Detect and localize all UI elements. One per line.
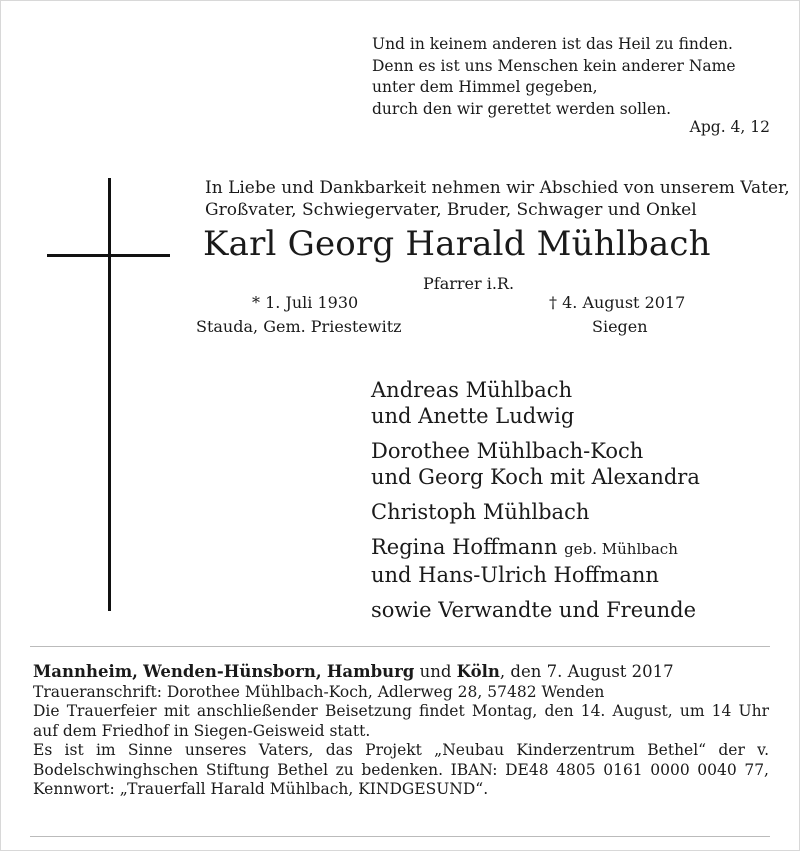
city: Wenden-Hünsborn, (143, 662, 322, 681)
mourner-name: Christoph Mühlbach (371, 500, 590, 524)
mourner-name: Regina Hoffmann (371, 535, 558, 559)
mourner-entry (371, 438, 700, 490)
mourner-name: Andreas Mühlbach (371, 378, 573, 402)
mourners-list (371, 377, 700, 632)
bible-verse (372, 34, 736, 120)
birth-place: Stauda, Gem. Priestewitz (196, 317, 402, 336)
verse-line: durch den wir gerettet werden sollen. (372, 99, 672, 118)
footer-info (33, 662, 769, 800)
mourner-name: Dorothee Mühlbach-Koch (371, 439, 644, 463)
mourner-entry (371, 377, 700, 429)
mourner-partner: und Georg Koch mit Alexandra (371, 465, 700, 489)
conjunction: und (419, 662, 452, 681)
separator (30, 646, 770, 647)
death-place: Siegen (592, 317, 648, 336)
mourner-entry (371, 499, 700, 525)
verse-line: Und in keinem anderen ist das Heil zu finden. (372, 35, 733, 53)
mourner-relatives: sowie Verwandte und Freunde (371, 598, 697, 622)
deceased-name: Karl Georg Harald Mühlbach (203, 224, 711, 264)
verse-reference: Apg. 4, 12 (689, 118, 770, 136)
intro-line: Großvater, Schwiegervater, Bruder, Schwager und Onkel (205, 200, 697, 220)
verse-line: unter dem Himmel gegeben, (372, 78, 598, 96)
intro-line: In Liebe und Dankbarkeit nehmen wir Abschied von unserem Vater, (205, 178, 790, 198)
funeral-info: Die Trauerfeier mit anschließender Beisetzung findet Montag, den 14. August, um 14 Uhr auf dem Friedhof in Siegen-Geisweid statt. (33, 702, 769, 740)
mourner-entry (371, 597, 700, 623)
cross-icon (108, 178, 111, 611)
death-date: † 4. August 2017 (549, 293, 686, 312)
cross-icon-bar (47, 254, 170, 257)
mourner-name-line (371, 534, 700, 562)
city: Köln (456, 662, 500, 681)
city: Hamburg (326, 662, 415, 681)
maiden-name: geb. Mühlbach (564, 540, 678, 558)
birth-date: * 1. Juli 1930 (252, 293, 359, 312)
mourner-entry (371, 534, 700, 588)
location-date (33, 662, 769, 682)
mourner-partner: und Hans-Ulrich Hoffmann (371, 563, 659, 587)
city: Mannheim, (33, 662, 138, 681)
mourning-address: Traueranschrift: Dorothee Mühlbach-Koch, Adlerweg 28, 57482 Wenden (33, 682, 605, 701)
deceased-title: Pfarrer i.R. (423, 274, 515, 293)
mourner-partner: und Anette Ludwig (371, 404, 575, 428)
donation-info: Es ist im Sinne unseres Vaters, das Projekt „Neubau Kinderzentrum Bethel“ der v. Bodelschwinghschen Stiftung Bethel zu bedenken. IBAN: DE48 4805 0161 0000 0040 77, Kennwort: „Trauerfall Harald Mühlbach, KINDGESUND“. (33, 741, 769, 798)
intro-text (205, 177, 790, 221)
notice-date: , den 7. August 2017 (499, 662, 674, 681)
separator (30, 836, 770, 837)
verse-line: Denn es ist uns Menschen kein anderer Name (372, 56, 736, 75)
